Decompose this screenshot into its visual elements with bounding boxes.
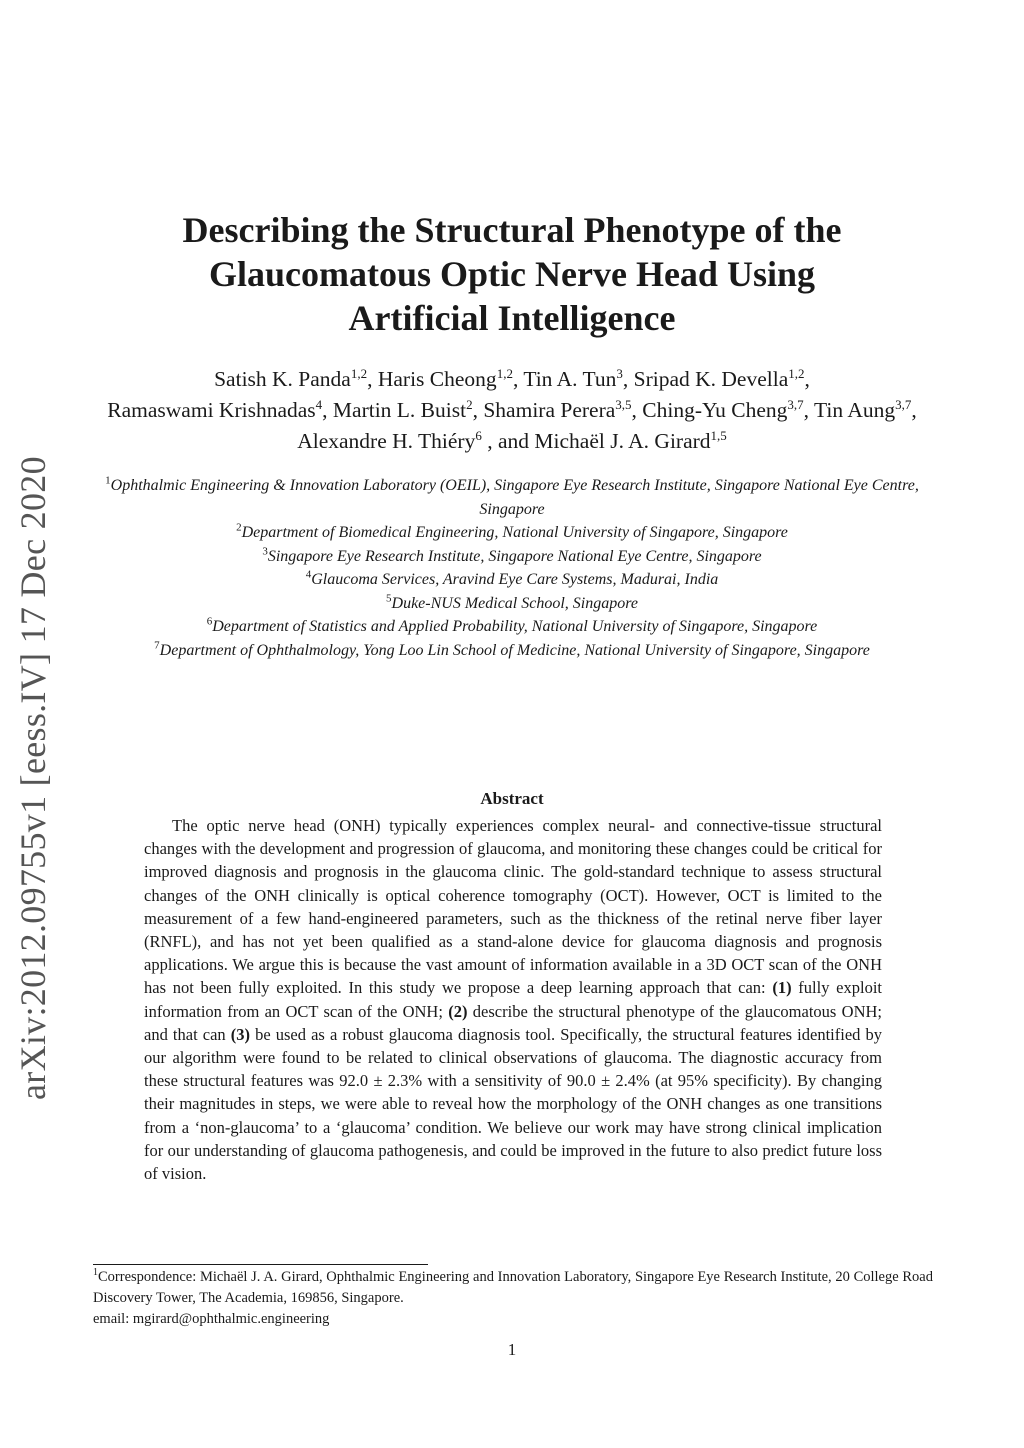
paper-title (100, 208, 924, 340)
author-separator: , and (481, 429, 535, 453)
footnote-correspondence (93, 1267, 933, 1309)
abstract-text: be used as a robust glaucoma diagnosis tool. Specifically, the structural features identified by our algorithm were found to be related to clinical observations of glaucoma. The diagnostic accuracy from these structural features was 92.0 ± 2.3% with a sensitivity of 90.0 ± 2.4% (at 95% specificity). By changing their magnitudes in steps, we were able to reveal how the morphology of the ONH changes as one transitions from a ‘non-glaucoma’ to a ‘glaucoma’ condition. We believe our work may have strong clinical implication for our understanding of glaucoma pathogenesis, and could be improved in the future to also predict future loss of vision. (144, 1024, 882, 1184)
author-affiliation-mark: 6 (475, 427, 482, 443)
author-name: Tin A. Tun (523, 367, 617, 391)
author (634, 367, 810, 391)
author-name: Ramaswami Krishnadas (107, 398, 316, 422)
author-list (100, 364, 924, 457)
affiliation-item (95, 545, 929, 569)
title-line-1: Describing the Structural Phenotype of the (182, 210, 842, 250)
author-separator: , (472, 398, 484, 422)
author-affiliation-mark: 1,2 (350, 365, 368, 381)
affiliation-item (95, 592, 929, 616)
author (534, 429, 726, 453)
author-name: Martin L. Buist (332, 398, 467, 422)
author-affiliation-mark: 3,7 (895, 396, 912, 412)
affiliation-number: 6 (206, 615, 213, 628)
author-separator: , (804, 367, 810, 391)
author-affiliation-mark: 1,5 (710, 427, 727, 443)
affiliation-number: 1 (105, 474, 111, 487)
abstract-text: describe the structural phenotype of the glaucomatous ONH; and that can (144, 1001, 882, 1044)
affiliation-item (95, 521, 929, 545)
author-affiliation-mark: 4 (315, 396, 323, 412)
author (333, 398, 483, 422)
affiliation-text: Department of Statistics and Applied Probability, National University of Singapore, Singapore (212, 618, 818, 635)
affiliation-text: Glaucoma Services, Aravind Eye Care Systems, Madurai, India (311, 571, 719, 588)
affiliation-item (95, 474, 929, 521)
abstract-list-marker: (1) (772, 978, 792, 998)
affiliation-item (95, 568, 929, 592)
affiliation-number: 3 (262, 545, 268, 558)
author-affiliation-mark: 3 (616, 365, 623, 381)
abstract-list-marker: (2) (448, 1001, 468, 1021)
author-separator: , (911, 398, 917, 422)
affiliation-text: Singapore Eye Research Institute, Singapore National Eye Centre, Singapore (267, 547, 762, 565)
author-name: Satish K. Panda (214, 367, 351, 391)
author-name: Shamira Perera (483, 398, 616, 422)
abstract-list-marker: (3) (230, 1024, 250, 1044)
abstract-text: The optic nerve head (ONH) typically experiences complex neural- and connective-tissue structural changes with the development and progression of glaucoma, and monitoring these changes could be critical for improved diagnosis and prognosis in the glaucoma clinic. The gold-standard technique to assess structural changes of the ONH clinically is optical coherence tomography (OCT). However, OCT is limited to the measurement of a few hand-engineered parameters, such as the thickness of the retinal nerve fiber layer (RNFL), and has not yet been qualified as a stand-alone device for glaucoma diagnosis and prognosis applications. We argue this is because the vast amount of information available in a 3D OCT scan of the ONH has not been fully exploited. In this study we propose a deep learning approach that can: (144, 816, 882, 998)
footnote-mark: 1 (93, 1267, 98, 1279)
footnote-email: email: mgirard@ophthalmic.engineering (93, 1311, 330, 1327)
correspondence-footnote (93, 1267, 933, 1330)
abstract-heading: Abstract (480, 789, 544, 808)
affiliation-number: 5 (386, 592, 392, 605)
title-line-3: Artificial Intelligence (348, 298, 676, 338)
affiliation-text: Department of Ophthalmology, Yong Loo Lin School of Medicine, National University of Singapore, Singapore (159, 641, 870, 659)
author (297, 429, 534, 453)
author (107, 398, 333, 422)
author-name: Alexandre H. Thiéry (297, 429, 476, 453)
page-number: 1 (507, 1340, 517, 1359)
author (642, 398, 814, 422)
author (378, 367, 523, 391)
abstract-body (144, 814, 882, 1185)
author (483, 398, 642, 422)
author-affiliation-mark: 1,2 (496, 365, 513, 381)
affiliation-number: 4 (305, 568, 312, 581)
affiliation-list (95, 474, 929, 662)
author (523, 367, 633, 391)
affiliation-text: Department of Biomedical Engineering, National University of Singapore, Singapore (241, 524, 788, 541)
author-name: Sripad K. Devella (633, 367, 789, 391)
author-separator: , (367, 367, 378, 391)
footnote-text: Correspondence: Michaël J. A. Girard, Ophthalmic Engineering and Innovation Laboratory, Singapore Eye Research Institute, 20 College Road Discovery Tower, The Academia, 169856, Singapore. (93, 1269, 933, 1306)
author-affiliation-mark: 1,2 (788, 365, 805, 381)
affiliation-text: Duke-NUS Medical School, Singapore (391, 594, 638, 612)
author (214, 367, 378, 391)
affiliation-item (95, 615, 929, 639)
author-name: Haris Cheong (377, 367, 497, 391)
arxiv-identifier-stamp: arXiv:2012.09755v1 [eess.IV] 17 Dec 2020 (13, 456, 53, 1100)
author-separator: , (512, 367, 524, 391)
affiliation-number: 7 (154, 639, 160, 652)
author (814, 398, 917, 422)
title-line-2: Glaucomatous Optic Nerve Head Using (209, 254, 815, 294)
author-separator: , (622, 367, 634, 391)
author-affiliation-mark: 2 (466, 396, 473, 412)
author-separator: , (631, 398, 643, 422)
author-affiliation-mark: 3,5 (615, 396, 632, 412)
affiliation-number: 2 (236, 521, 242, 534)
author-name: Michaël J. A. Girard (534, 429, 711, 453)
footnote-divider (93, 1264, 428, 1265)
author-separator: , (803, 398, 815, 422)
author-name: Tin Aung (814, 398, 896, 422)
author-separator: , (322, 398, 333, 422)
abstract-text: fully exploit information from an OCT scan of the ONH; (144, 978, 882, 1021)
affiliation-item (95, 639, 929, 663)
affiliation-text: Ophthalmic Engineering & Innovation Laboratory (OEIL), Singapore Eye Research Institute, Singapore National Eye Centre, Singapore (110, 477, 919, 518)
author-name: Ching-Yu Cheng (642, 398, 788, 422)
author-affiliation-mark: 3,7 (787, 396, 804, 412)
